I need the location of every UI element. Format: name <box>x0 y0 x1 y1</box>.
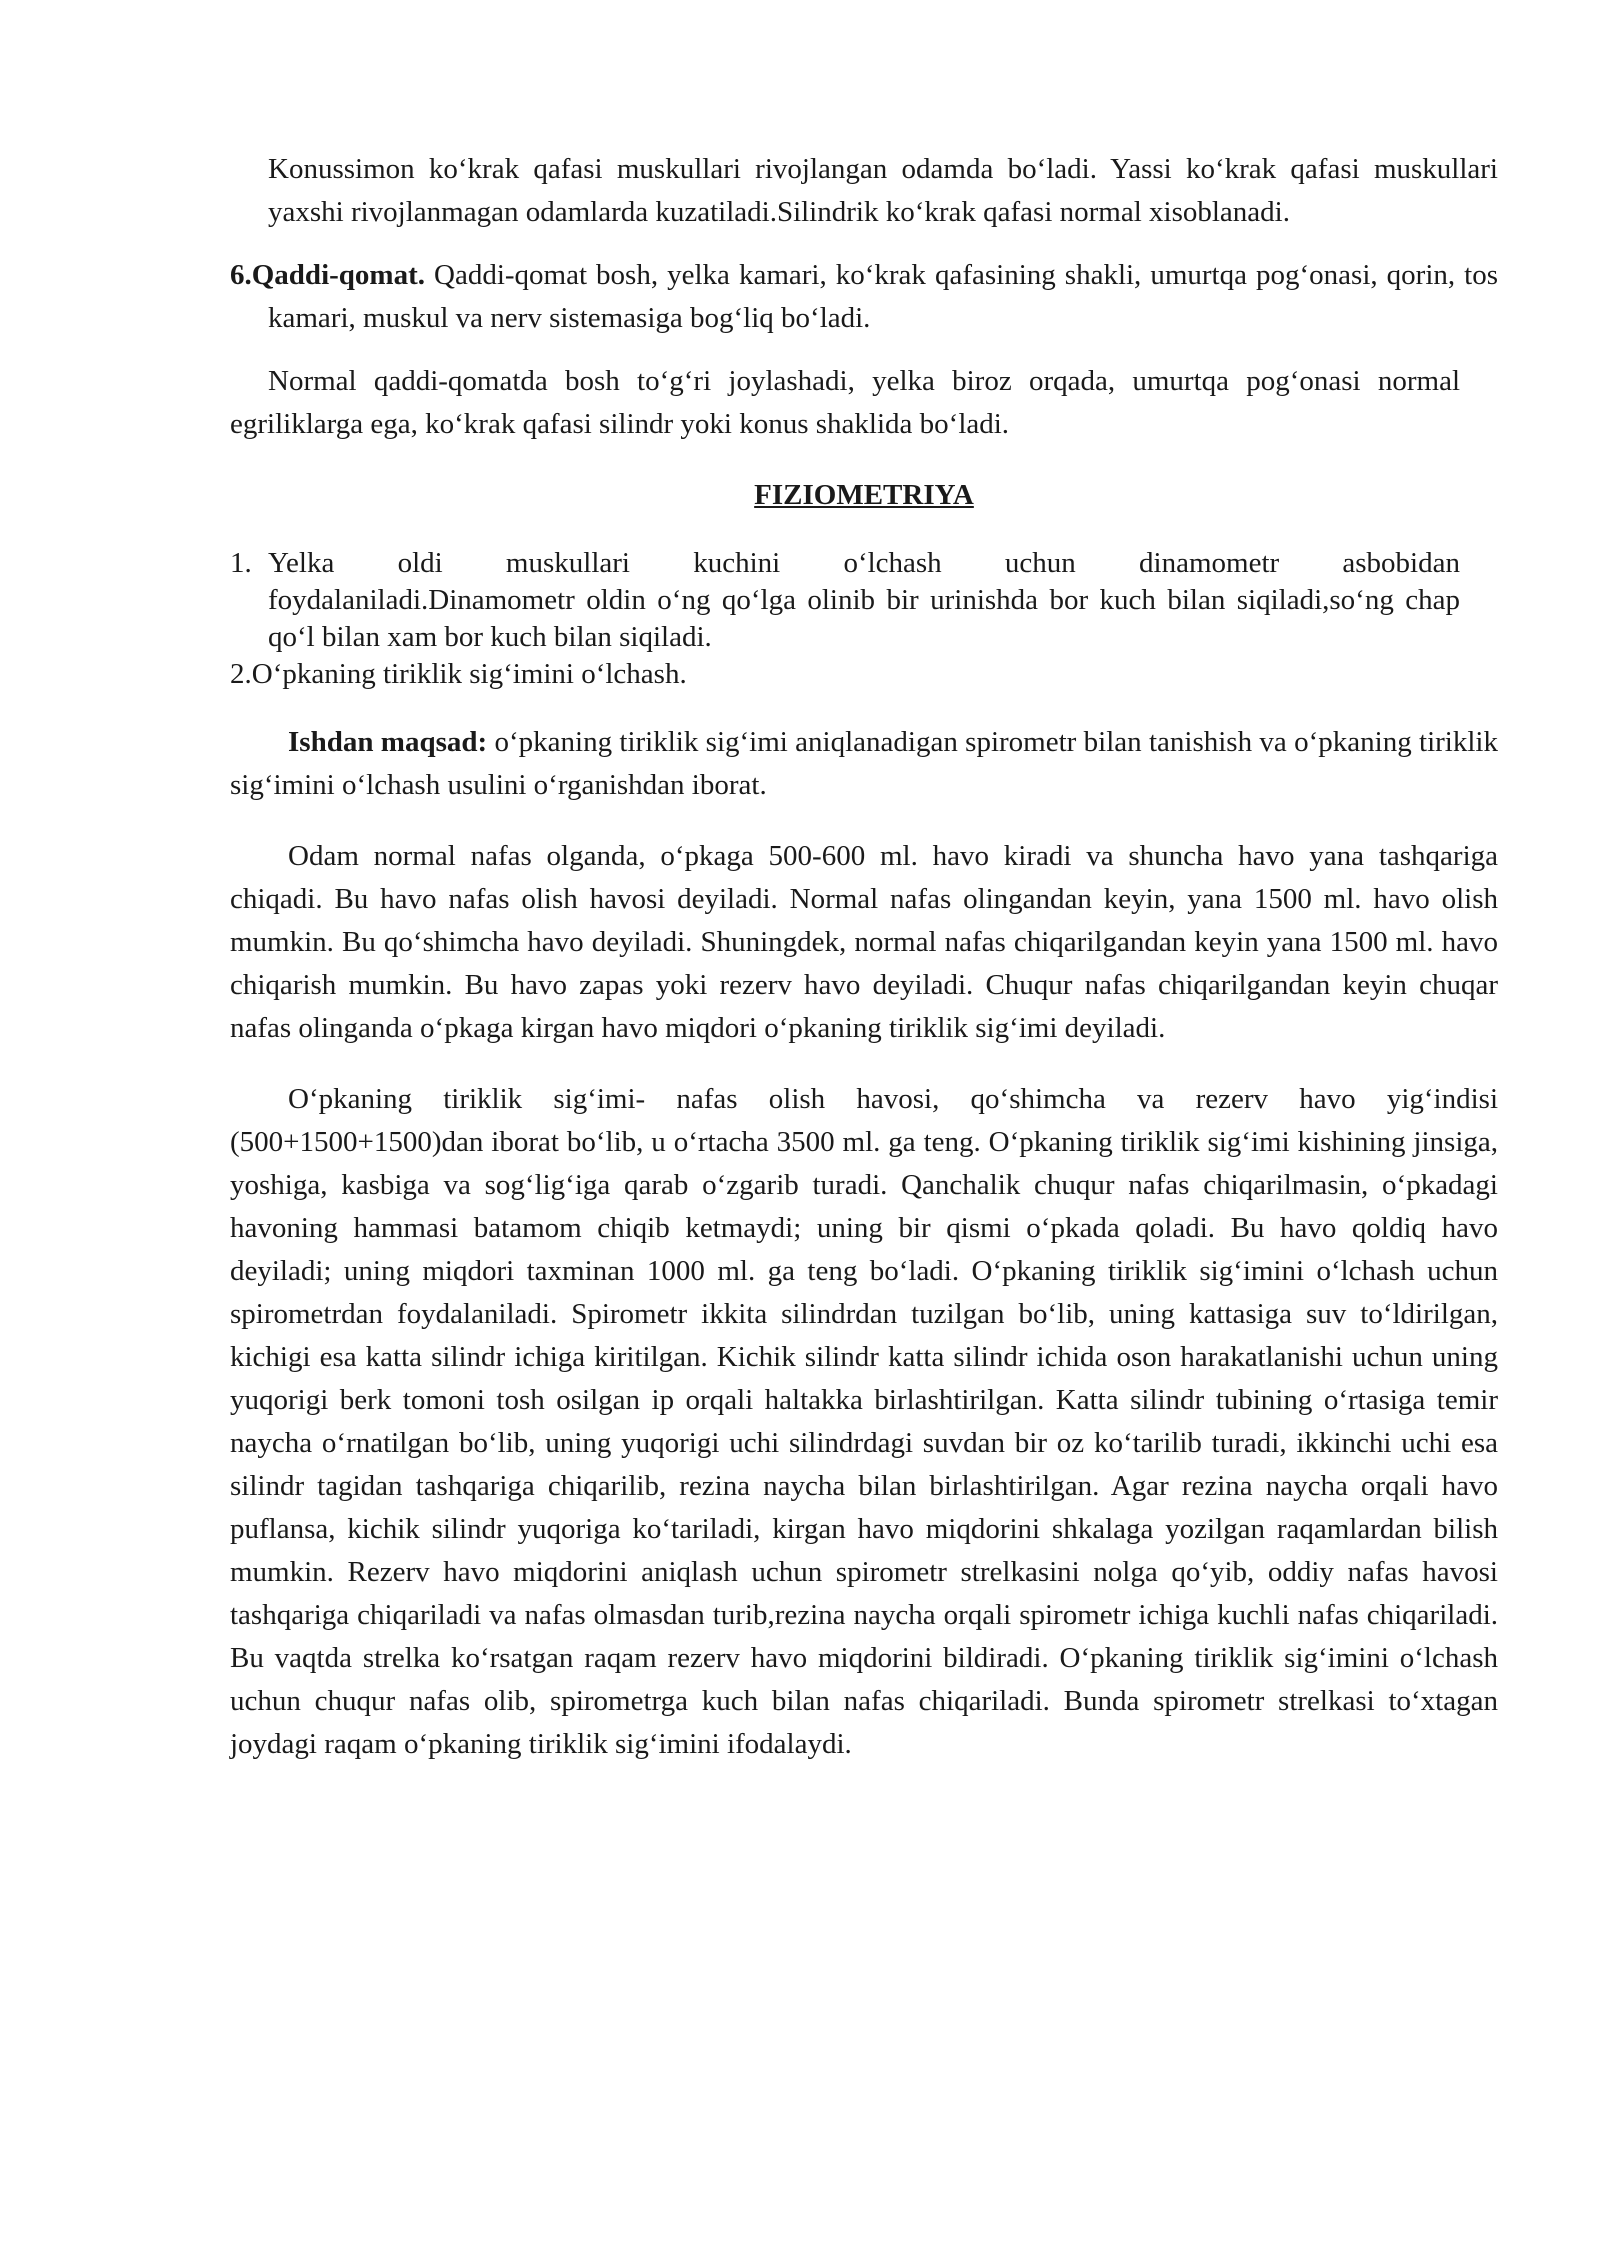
paragraph-breathing-volumes: Odam normal nafas olganda, o‘pkaga 500-600 ml. havo kiradi va shuncha havo yana tashqariga chiqadi. Bu havo nafas olish havosi deyiladi. Normal nafas olingandan keyin, yana 1500 ml. havo olish mumkin. Bu qo‘shimcha havo deyiladi. Shuningdek, normal nafas chiqarilgandan keyin yana 1500 ml. havo chiqarish mumkin. Bu havo zapas yoki rezerv havo deyiladi. Chuqur nafas chiqarilgandan keyin chuqar nafas olinganda o‘pkaga kirgan havo miqdori o‘pkaning tiriklik sig‘imi deyiladi. <box>230 840 1498 1044</box>
section-6-text: Qaddi-qomat bosh, yelka kamari, ko‘krak qafasining shakli, umurtqa pog‘onasi, qorin, tos kamari, muskul va nerv sistemasiga bog‘liq bo‘ladi. <box>268 259 1498 334</box>
list-item-1-first-line: Yelka oldi muskullari kuchini o‘lchash uchun dinamometr asbobidan <box>268 547 1460 579</box>
aim-paragraph <box>230 721 1498 807</box>
list-item-1 <box>230 545 1460 656</box>
aim-text: o‘pkaning tiriklik sig‘imi aniqlanadigan spirometr bilan tanishish va o‘pkaning tiriklik sig‘imini o‘lchash usulini o‘rganishdan iborat. <box>230 726 1498 801</box>
paragraph-konus: Konussimon ko‘krak qafasi muskullari rivojlangan odamda bo‘ladi. Yassi ko‘krak qafasi muskullari yaxshi rivojlanmagan odamlarda kuzatiladi.Silindrik ko‘krak qafasi normal xisoblanadi. <box>268 153 1498 228</box>
section-6-paragraph <box>230 254 1498 340</box>
document-page <box>230 148 1498 1766</box>
section-6-label: 6.Qaddi-qomat. <box>230 259 425 291</box>
numbered-list <box>230 545 1460 693</box>
aim-label: Ishdan maqsad: <box>288 726 488 758</box>
list-item-1-rest: foydalaniladi.Dinamometr oldin o‘ng qo‘lga olinib bir urinishda bor kuch bilan siqiladi,so‘ng chap qo‘l bilan xam bor kuch bilan siqiladi. <box>268 584 1460 653</box>
list-item-2: 2.O‘pkaning tiriklik sig‘imini o‘lchash. <box>230 658 687 690</box>
list-item-1-number: 1. <box>230 547 252 579</box>
section-heading: FIZIOMETRIYA <box>754 479 974 511</box>
paragraph-vital-capacity: O‘pkaning tiriklik sig‘imi- nafas olish havosi, qo‘shimcha va rezerv havo yig‘indisi (500+1500+1500)dan iborat bo‘lib, u o‘rtacha 3500 ml. ga teng. O‘pkaning tiriklik sig‘imi kishining jinsiga, yoshiga, kasbiga va sog‘lig‘iga qarab o‘zgarib turadi. Qanchalik chuqur nafas chiqarilmasin, o‘pkadagi havoning hammasi batamom chiqib ketmaydi; uning bir qismi o‘pkada qoladi. Bu havo qoldiq havo deyiladi; uning miqdori taxminan 1000 ml. ga teng bo‘ladi. O‘pkaning tiriklik sig‘imini o‘lchash uchun spirometrdan foydalaniladi. Spirometr ikkita silindrdan tuzilgan bo‘lib, uning kattasiga suv to‘ldirilgan, kichigi esa katta silindr ichiga kiritilgan. Kichik silindr katta silindr ichida oson harakatlanishi uchun uning yuqorigi berk tomoni tosh osilgan ip orqali haltakka birlashtirilgan. Katta silindr tubining o‘rtasiga temir naycha o‘rnatilgan bo‘lib, uning yuqorigi uchi silindrdagi suvdan bir oz ko‘tarilib turadi, ikkinchi uchi esa silindr tagidan tashqariga chiqarilib, rezina naycha bilan birlashtirilgan. Agar rezina naycha orqali havo puflansa, kichik silindr yuqoriga ko‘tariladi, kirgan havo miqdorini shkalaga yozilgan raqamlardan bilish mumkin. Rezerv havo miqdorini aniqlash uchun spirometr strelkasini nolga qo‘yib, oddiy nafas havosi tashqariga chiqariladi va nafas olmasdan turib,rezina naycha orqali spirometr ichiga kuchli nafas chiqariladi. Bu vaqtda strelka ko‘rsatgan raqam rezerv havo miqdorini bildiradi. O‘pkaning tiriklik sig‘imini o‘lchash uchun chuqur nafas olib, spirometrga kuch bilan nafas chiqariladi. Bunda spirometr strelkasi to‘xtagan joydagi raqam o‘pkaning tiriklik sig‘imini ifodalaydi. <box>230 1083 1498 1760</box>
paragraph-normal-posture: Normal qaddi-qomatda bosh to‘g‘ri joylashadi, yelka biroz orqada, umurtqa pog‘onasi normal egriliklarga ega, ko‘krak qafasi silindr yoki konus shaklida bo‘ladi. <box>230 365 1460 440</box>
